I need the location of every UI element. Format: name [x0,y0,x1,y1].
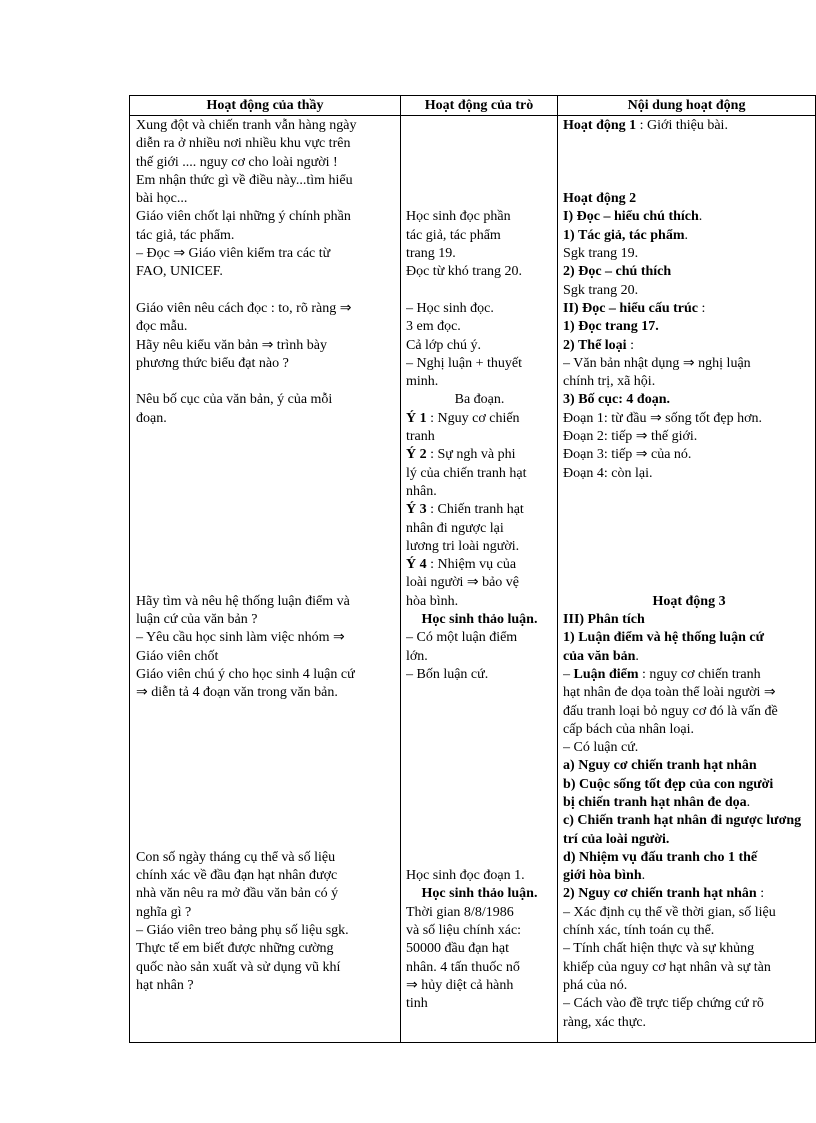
teacher-line: nhà văn nêu ra mở đầu văn bản có ý [136,886,339,902]
bold-text: của văn bản [563,648,636,664]
bold-text: giới hòa bình [563,868,642,884]
content-line [563,794,815,812]
blank-line [136,721,397,739]
bold-text: Ý 4 [405,557,427,573]
teacher-line: quốc nào sản xuất và sử dụng vũ khí [136,959,341,975]
teacher-line: – Giáo viên treo bảng phụ số liệu sgk. [136,923,349,939]
content-line: III) Phân tích [563,612,645,628]
blank-line [406,757,553,775]
blank-line [563,172,815,190]
content-line [563,648,815,666]
student-line: 50000 đầu đạn hạt [405,941,510,957]
content-line: c) Chiến tranh hạt nhân đi ngược lương [563,813,802,829]
blank-line [406,776,553,794]
bold-text: Ý 2 [405,447,427,463]
student-line: Thời gian 8/8/1986 [405,904,514,920]
blank-line [136,794,397,812]
student-line: Cả lớp chú ý. [405,337,482,353]
blank-line [136,831,397,849]
plain-text: : Nguy cơ chiến [426,410,520,426]
plain-text: . [746,794,751,810]
plain-text: : Chiến tranh hạt [426,502,524,518]
content-line [563,867,815,885]
blank-line [136,446,397,464]
bold-text: bị chiến tranh hạt nhân đe dọa [563,794,747,810]
content-line: phá của nó. [563,977,628,993]
teacher-column [130,116,401,1043]
student-line: Học sinh thảo luận. [421,612,538,628]
teacher-line: – Đọc ⇒ Giáo viên kiểm tra các từ [136,246,331,262]
content-line: 1) Đọc trang 17. [563,319,659,335]
blank-line [563,574,815,592]
blank-line [136,757,397,775]
blank-line [136,812,397,830]
header-row [130,96,816,116]
plain-text: : Giới thiệu bài. [636,118,728,133]
plain-text: : [756,886,765,902]
lesson-table [129,95,816,1043]
blank-line [406,135,553,153]
teacher-line: đoạn. [136,410,167,426]
student-line: Ba đoạn. [454,392,505,408]
content-line: b) Cuộc sống tốt đẹp của con người [563,776,774,792]
student-line: Học sinh đọc phần [405,209,511,225]
student-line: – Học sinh đọc. [405,300,494,316]
content-line: 2) Đọc – chú thích [563,264,672,280]
student-line: Đọc từ khó trang 20. [405,264,523,280]
plain-text: . [698,209,703,225]
student-line: loài người ⇒ bảo vệ [405,575,520,591]
content-line: – Tính chất hiện thực và sự khủng [563,941,755,957]
content-line: 1) Luận điểm và hệ thống luận cứ [563,630,764,646]
student-line [406,556,553,574]
blank-line [406,849,553,867]
student-line: – Có một luận điểm [405,630,518,646]
blank-line [406,282,553,300]
plain-text: . [641,868,646,884]
student-line [406,410,553,428]
blank-line [136,282,397,300]
blank-line [406,739,553,757]
student-line: lý của chiến tranh hạt [405,465,527,481]
blank-line [136,373,397,391]
plain-text: : [626,337,634,353]
blank-line [406,684,553,702]
content-line: khiếp của nguy cơ hạt nhân và sự tàn [563,959,771,975]
teacher-line: ⇒ diễn tả 4 đoạn văn trong văn bản. [136,685,338,701]
student-column [400,116,557,1043]
bold-text: 1) Tác giả, tác phẩm [563,227,685,243]
bold-text: I) Đọc – hiểu chú thích [563,209,699,225]
bold-text: Ý 1 [405,410,427,426]
teacher-line: Hãy nêu kiểu văn bản ⇒ trình bày [136,337,327,353]
content-line [563,117,815,135]
plain-text: . [635,648,639,664]
plain-text: : Nhiệm vụ của [426,557,517,573]
blank-line [406,831,553,849]
blank-line [136,428,397,446]
student-line: tác giả, tác phẩm [405,227,501,243]
content-line: Hoạt động 3 [652,593,726,609]
teacher-line: hạt nhân ? [136,977,194,993]
content-line [563,227,815,245]
teacher-line: Con số ngày tháng cụ thể và số liệu [136,849,336,865]
student-line: nhân đi ngược lại [405,520,504,536]
content-line: chính trị, xã hội. [563,374,656,390]
student-line: trang 19. [405,246,456,262]
content-line: Đoạn 4: còn lại. [563,465,653,481]
content-line: Đoạn 2: tiếp ⇒ thế giới. [563,429,698,445]
content-line [563,666,815,684]
header-content: Nội dung hoạt động [558,96,816,116]
blank-line [406,172,553,190]
content-line: – Cách vào đề trực tiếp chứng cứ rõ [563,996,764,1012]
teacher-line: Em nhận thức gì về điều này...tìm hiểu [136,172,353,188]
blank-line [563,483,815,501]
content-line: cấp bách của nhân loại. [563,721,695,737]
blank-line [136,574,397,592]
header-teacher: Hoạt động của thầy [130,96,401,116]
content-line: 3) Bố cục: 4 đoạn. [563,392,670,408]
content-line: Sgk trang 20. [563,282,639,298]
blank-line [136,776,397,794]
plain-text: – [563,666,574,682]
student-line: tinh [405,996,428,1012]
student-line: và số liệu chính xác: [405,923,522,939]
plain-text: : Sự ngh và phi [426,447,516,463]
student-line: – Nghị luận + thuyết [405,355,522,371]
student-line: Học sinh đọc đoạn 1. [405,868,525,884]
blank-line [136,465,397,483]
content-line [563,300,815,318]
content-line: – Xác định cụ thể về thời gian, số liệu [563,904,776,920]
bold-text: 2) Thể loại [563,337,627,353]
student-line [406,446,553,464]
student-line: Học sinh thảo luận. [421,886,538,902]
student-line: tranh [405,429,435,445]
blank-line [136,538,397,556]
student-line: 3 em đọc. [405,319,461,335]
bold-text: Hoạt động 1 [563,118,637,133]
plain-text: . [684,227,689,243]
blank-line [563,154,815,172]
student-line: lớn. [405,648,428,664]
bold-text: 2) Nguy cơ chiến tranh hạt nhân [563,886,757,902]
content-line: – Có luận cứ. [563,740,639,756]
student-line: nhân. [405,483,437,499]
blank-line [406,721,553,739]
content-line [563,208,815,226]
plain-text: : [697,300,706,316]
teacher-line: đọc mẫu. [136,319,188,335]
blank-line [406,154,553,172]
teacher-line: nghĩa gì ? [136,904,192,920]
blank-line [136,739,397,757]
student-line: – Bốn luận cứ. [405,666,489,682]
blank-line [136,483,397,501]
teacher-line: luận cứ của văn bản ? [136,612,258,628]
teacher-line: chính xác về đầu đạn hạt nhân được [136,868,338,884]
student-line: minh. [405,374,439,390]
content-line [563,337,815,355]
student-line: hòa bình. [405,593,459,609]
teacher-line: Xung đột và chiến tranh vẫn hàng ngày [136,118,357,133]
blank-line [136,556,397,574]
content-line: Hoạt động 2 [563,191,637,207]
student-line: lương tri loài người. [405,538,520,554]
teacher-line: Giáo viên chốt lại những ý chính phần [136,209,351,225]
plain-text: : nguy cơ chiến tranh [638,666,761,682]
teacher-line: tác giả, tác phẩm. [136,227,235,243]
header-student: Hoạt động của trò [400,96,557,116]
student-line: ⇒ hủy diệt cả hành [405,977,514,993]
teacher-line: Giáo viên chốt [136,648,219,664]
blank-line [406,117,553,135]
blank-line [406,794,553,812]
content-line: d) Nhiệm vụ đấu tranh cho 1 thế [563,849,758,865]
blank-line [563,520,815,538]
content-line: Sgk trang 19. [563,246,639,262]
teacher-line: Hãy tìm và nêu hệ thống luận điểm và [136,593,350,609]
blank-line [406,812,553,830]
blank-line [563,538,815,556]
content-line: chính xác, tính toán cụ thể. [563,923,715,939]
content-line: – Văn bản nhật dụng ⇒ nghị luận [563,355,751,371]
teacher-line: bài học... [136,191,188,207]
teacher-line: – Yêu cầu học sinh làm việc nhóm ⇒ [136,630,345,646]
bold-text: Ý 3 [405,502,427,518]
teacher-line: Nêu bố cục của văn bản, ý của mỗi [136,392,333,408]
blank-line [563,135,815,153]
blank-line [563,501,815,519]
content-column [558,116,816,1043]
content-line [563,885,815,903]
blank-line [136,501,397,519]
teacher-line: Giáo viên nêu cách đọc : to, rõ ràng ⇒ [136,300,352,316]
blank-line [136,703,397,721]
content-line: ràng, xác thực. [563,1014,647,1030]
content-line: đấu tranh loại bỏ nguy cơ đó là vấn đề [563,703,778,719]
blank-line [406,190,553,208]
teacher-line: diễn ra ở nhiều nơi nhiều khu vực trên [136,136,351,152]
teacher-line: FAO, UNICEF. [136,264,223,280]
blank-line [406,703,553,721]
student-line [406,501,553,519]
teacher-line: Giáo viên chú ý cho học sinh 4 luận cứ [136,666,355,682]
content-line: Đoạn 3: tiếp ⇒ của nó. [563,447,692,463]
teacher-line: phương thức biểu đạt nào ? [136,355,289,371]
bold-text: Luận điểm [573,666,639,682]
content-line: hạt nhân đe dọa toàn thể loài người ⇒ [563,685,776,701]
teacher-line: thế giới .... nguy cơ cho loài người ! [136,154,338,170]
blank-line [563,556,815,574]
student-line: nhân. 4 tấn thuốc nổ [405,959,520,975]
content-line: trí của loài người. [563,831,670,847]
teacher-line: Thực tế em biết được những cường [136,941,334,957]
content-line: a) Nguy cơ chiến tranh hạt nhân [563,758,757,774]
blank-line [136,520,397,538]
content-line: Đoạn 1: từ đầu ⇒ sống tốt đẹp hơn. [563,410,763,426]
bold-text: II) Đọc – hiểu cấu trúc [563,300,698,316]
body-row [130,116,816,1043]
